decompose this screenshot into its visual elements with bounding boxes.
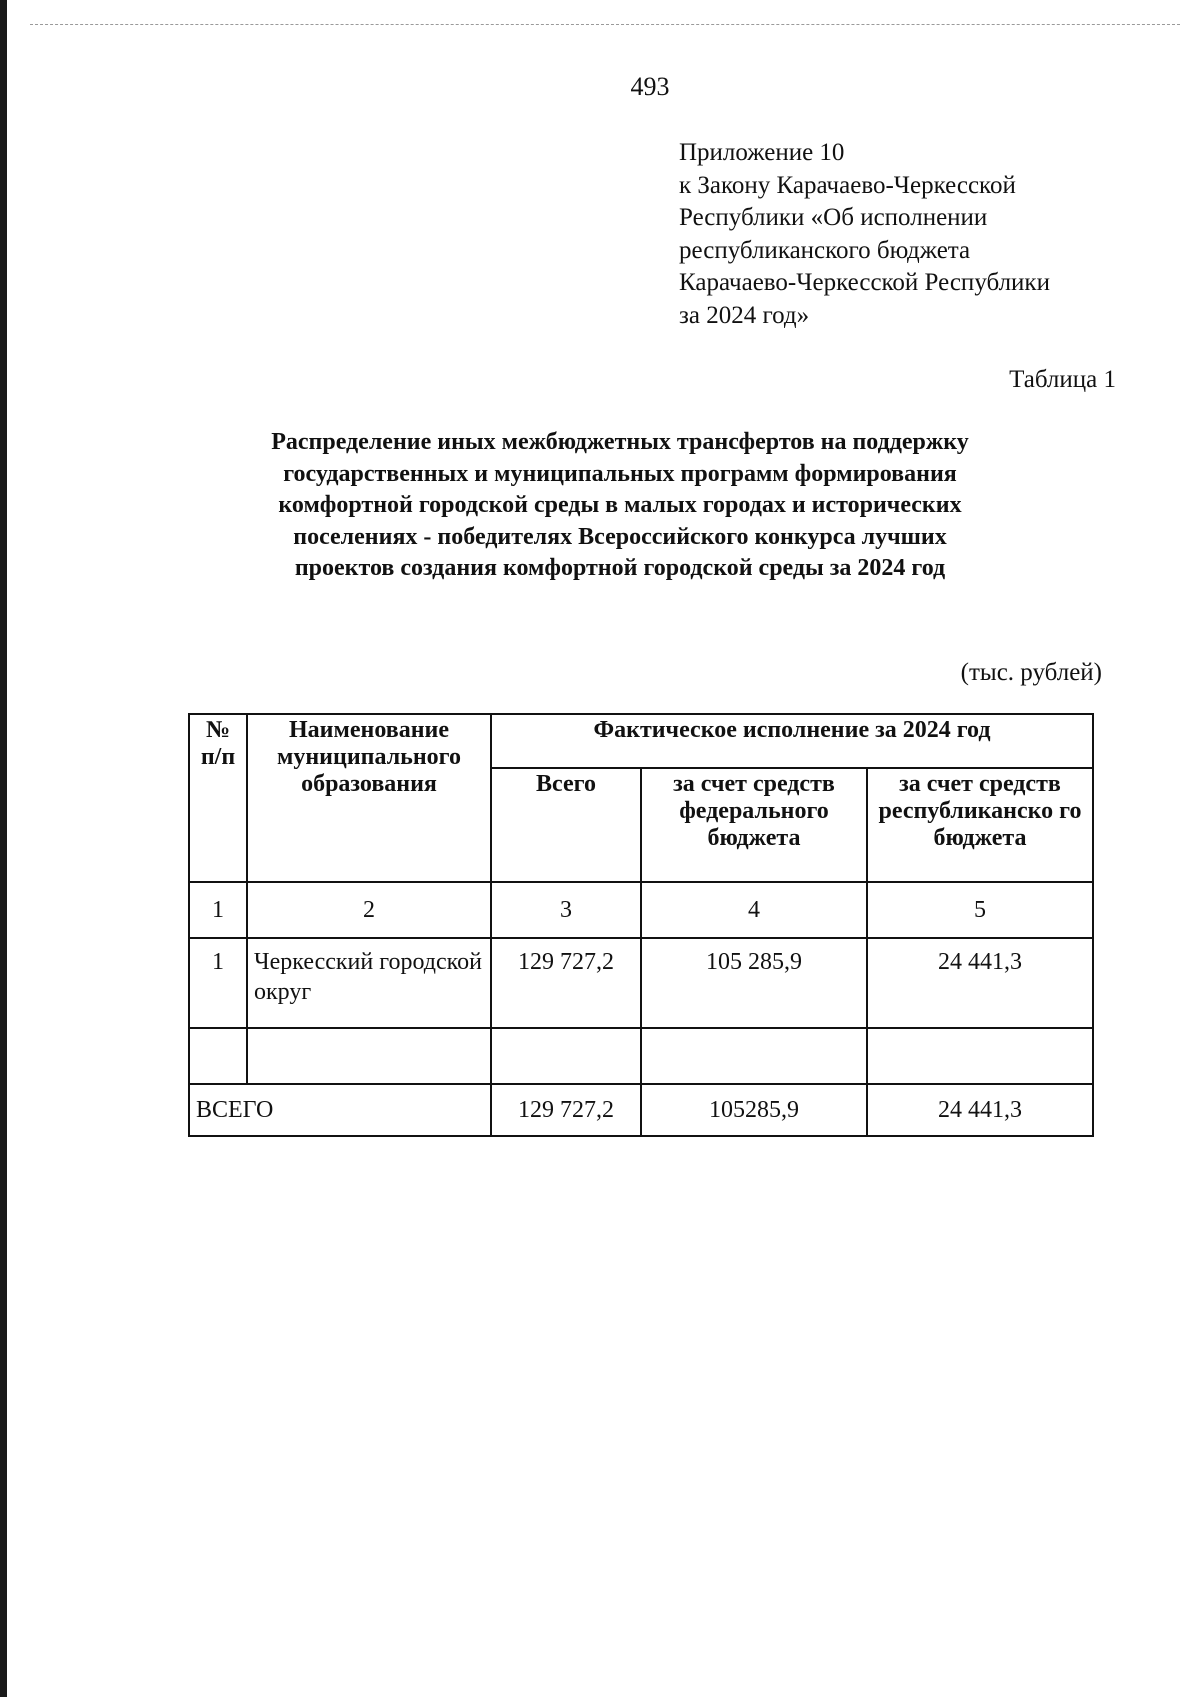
title-line: государственных и муниципальных программ формирования bbox=[283, 460, 957, 487]
appendix-line: Карачаево-Черкесской Республики bbox=[679, 269, 1050, 296]
empty-cell bbox=[491, 1028, 641, 1084]
total-label: ВСЕГО bbox=[189, 1084, 491, 1136]
header-num: № п/п bbox=[189, 714, 247, 882]
row-total: 129 727,2 bbox=[491, 938, 641, 1028]
column-numbers-row bbox=[189, 882, 1093, 938]
appendix-line: Приложение 10 bbox=[679, 139, 845, 166]
row-name: Черкесский городской округ bbox=[247, 938, 491, 1028]
transfers-table bbox=[188, 713, 1094, 1137]
total-republic: 24 441,3 bbox=[867, 1084, 1093, 1136]
column-number: 1 bbox=[189, 882, 247, 938]
table-row bbox=[189, 938, 1093, 1028]
header-total: Всего bbox=[491, 768, 641, 882]
document-title bbox=[200, 427, 1040, 585]
total-federal: 105285,9 bbox=[641, 1084, 867, 1136]
empty-cell bbox=[247, 1028, 491, 1084]
appendix-line: за 2024 год» bbox=[679, 301, 810, 329]
row-num: 1 bbox=[189, 938, 247, 1028]
header-federal: за счет средств федерального бюджета bbox=[641, 768, 867, 882]
empty-row bbox=[189, 1028, 1093, 1084]
empty-cell bbox=[641, 1028, 867, 1084]
title-line: Распределение иных межбюджетных трансфертов на поддержку bbox=[271, 429, 969, 455]
header-republic: за счет средств республиканско го бюджета bbox=[867, 768, 1093, 882]
table-label: Таблица 1 bbox=[1009, 366, 1116, 393]
scan-top-line bbox=[30, 24, 1180, 25]
empty-cell bbox=[867, 1028, 1093, 1084]
column-number: 2 bbox=[247, 882, 491, 938]
column-number: 4 bbox=[641, 882, 867, 938]
appendix-line: к Закону Карачаево-Черкесской bbox=[679, 171, 1016, 199]
row-federal: 105 285,9 bbox=[641, 938, 867, 1028]
header-row bbox=[189, 714, 1093, 768]
row-republic: 24 441,3 bbox=[867, 938, 1093, 1028]
header-name: Наименование муниципального образования bbox=[247, 714, 491, 882]
column-number: 3 bbox=[491, 882, 641, 938]
column-number: 5 bbox=[867, 882, 1093, 938]
units-note: (тыс. рублей) bbox=[960, 659, 1102, 686]
title-line: комфортной городской среды в малых городах и исторических bbox=[278, 492, 962, 518]
title-line: поселениях - победителях Всероссийского конкурса лучших bbox=[293, 523, 947, 550]
title-line: проектов создания комфортной городской среды за 2024 год bbox=[294, 555, 946, 581]
appendix-line: Республики «Об исполнении bbox=[679, 204, 988, 231]
appendix-block bbox=[679, 137, 1050, 332]
total-row bbox=[189, 1084, 1093, 1136]
empty-cell bbox=[189, 1028, 247, 1084]
total-sum: 129 727,2 bbox=[491, 1084, 641, 1136]
page-number: 493 bbox=[630, 72, 670, 101]
appendix-line: республиканского бюджета bbox=[679, 236, 971, 264]
header-actual-execution: Фактическое исполнение за 2024 год bbox=[491, 714, 1093, 768]
scan-left-edge bbox=[0, 0, 7, 1697]
